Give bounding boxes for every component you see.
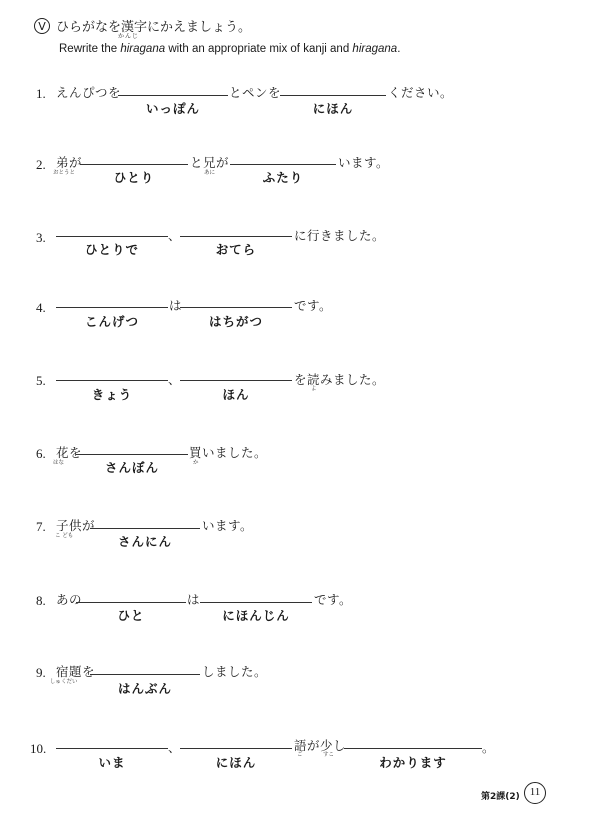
item-number: 7.: [36, 519, 46, 534]
item-text: です。: [314, 592, 353, 607]
hiragana-prompt: さんにん: [117, 534, 172, 549]
hiragana-prompt: にほん: [215, 755, 257, 770]
item-text: は: [169, 298, 183, 313]
answer-line: [56, 380, 168, 381]
furigana: おとうと: [53, 170, 76, 176]
hiragana-prompt: はちがつ: [208, 314, 263, 329]
section-badge: V: [34, 18, 50, 34]
hiragana-prompt: こんげつ: [84, 314, 139, 329]
item-text: に行きました。: [294, 228, 386, 243]
hiragana-prompt: きょう: [91, 387, 133, 402]
answer-line: [200, 602, 312, 603]
hiragana-prompt: はんぶん: [117, 681, 172, 696]
answer-line: [76, 454, 188, 455]
answer-line: [90, 528, 200, 529]
item-text: います。: [202, 518, 254, 533]
furigana: はな: [53, 460, 65, 466]
page-number: 11: [524, 782, 546, 804]
answer-line: [180, 380, 292, 381]
hiragana-prompt: わかります: [379, 755, 447, 770]
item-number: 4.: [36, 300, 46, 315]
answer-line: [76, 602, 186, 603]
item-text: を読みました。: [294, 372, 386, 387]
exercise-instruction: Rewrite the hiragana with an appropriate mix of kanji and hiragana.: [59, 43, 401, 55]
item-text: ください。: [388, 85, 454, 100]
furigana: あに: [204, 170, 216, 176]
hiragana-prompt: ほん: [222, 387, 250, 402]
hiragana-prompt: ふたり: [262, 170, 304, 185]
furigana: こ ども: [55, 533, 74, 539]
answer-line: [230, 164, 336, 165]
separator: 、: [168, 372, 182, 387]
item-text: です。: [294, 298, 333, 313]
answer-line: [56, 236, 168, 237]
furigana: ご: [297, 752, 303, 758]
furigana: すこ: [323, 752, 335, 758]
separator: 、: [168, 228, 182, 243]
answer-line: [180, 236, 292, 237]
hiragana-prompt: いま: [98, 755, 126, 770]
item-number: 1.: [36, 86, 46, 101]
answer-line: [90, 674, 200, 675]
item-text: と兄が: [190, 155, 230, 170]
answer-line: [344, 748, 482, 749]
item-number: 6.: [36, 446, 46, 461]
item-text: 買いました。: [189, 445, 268, 460]
answer-line: [118, 95, 228, 96]
item-text: は: [187, 592, 201, 607]
item-text: えんぴつを: [56, 85, 122, 100]
hiragana-prompt: にほん: [312, 101, 354, 116]
furigana: か: [193, 460, 199, 466]
item-text: 。: [482, 740, 496, 755]
hiragana-prompt: おてら: [215, 242, 257, 257]
item-text: しました。: [202, 664, 268, 679]
hiragana-prompt: さんぼん: [104, 460, 159, 475]
answer-line: [56, 307, 168, 308]
item-text: 宿題を: [56, 664, 96, 679]
item-text: 花を: [56, 445, 83, 460]
furigana: よ: [311, 386, 317, 392]
answer-line: [180, 748, 292, 749]
item-number: 10.: [30, 741, 47, 756]
title-ruby: かんじ: [118, 33, 140, 40]
item-number: 3.: [36, 230, 46, 245]
item-text: とペンを: [229, 85, 282, 100]
furigana: しゅくだい: [50, 679, 78, 685]
hiragana-prompt: にほんじん: [222, 608, 290, 623]
item-text: 弟が: [56, 155, 83, 170]
answer-line: [80, 164, 188, 165]
exercise-title: ひらがなを漢字にかえましょう。: [56, 20, 252, 35]
item-number: 9.: [36, 665, 46, 680]
item-text: います。: [338, 155, 390, 170]
item-number: 2.: [36, 157, 46, 172]
item-text: 語が少し: [294, 738, 347, 753]
separator: 、: [168, 740, 182, 755]
item-text: 子供が: [56, 518, 96, 533]
answer-line: [180, 307, 292, 308]
hiragana-prompt: ひとりで: [84, 242, 139, 257]
answer-line: [56, 748, 168, 749]
lesson-label: 第2課(2): [481, 792, 520, 802]
item-text: あの: [56, 592, 83, 607]
hiragana-prompt: ひと: [117, 608, 145, 623]
hiragana-prompt: いっぽん: [145, 101, 200, 116]
item-number: 5.: [36, 373, 46, 388]
item-number: 8.: [36, 593, 46, 608]
hiragana-prompt: ひとり: [113, 170, 155, 185]
answer-line: [280, 95, 386, 96]
